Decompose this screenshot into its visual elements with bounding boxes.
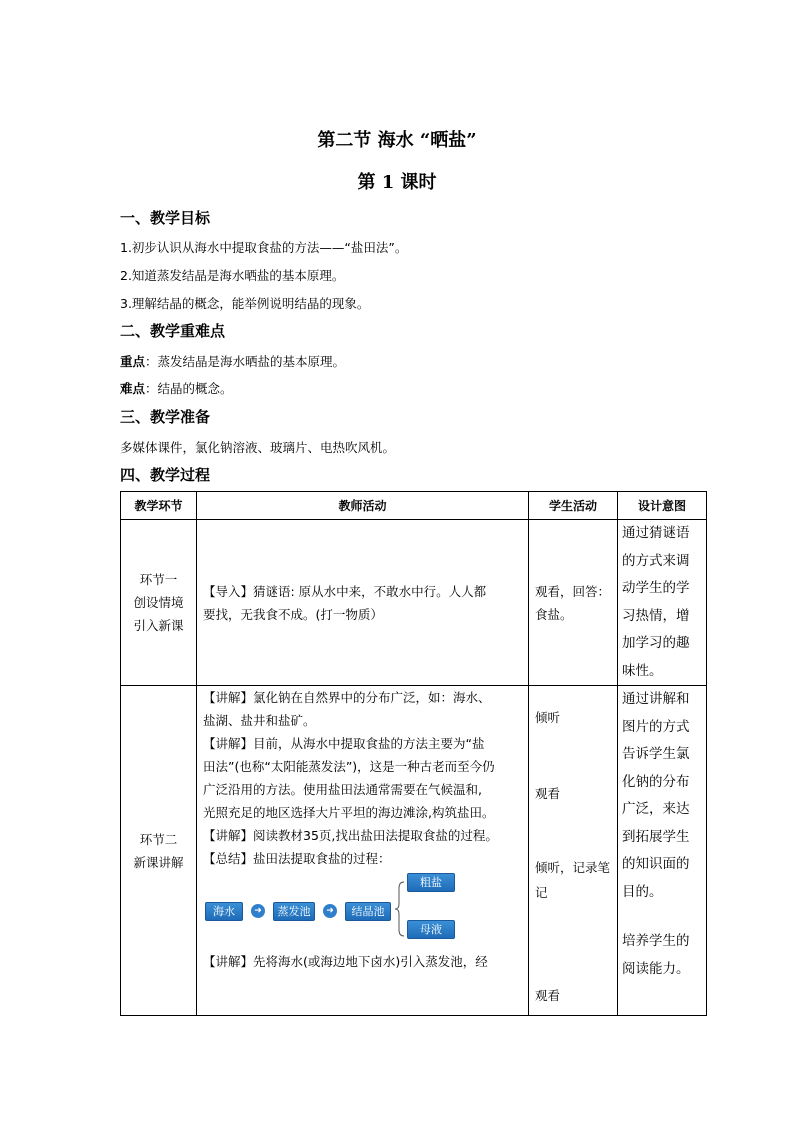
difficult-point-text: ：结晶的概念。 — [145, 381, 233, 396]
student-line: 观看，回答： — [535, 583, 611, 599]
teacher-cell — [197, 686, 529, 1016]
teacher-line: 要找，无我食不成。(打一物质） — [203, 606, 383, 622]
teacher-line: 【讲解】阅读教材35页,找出盐田法提取食盐的过程。 — [203, 828, 498, 843]
teacher-line: 【总结】盐田法提取食盐的过程： — [203, 851, 391, 866]
intent-line: 阅读能力。 — [622, 960, 690, 977]
flow-arrow-icon: ➜ — [323, 904, 337, 918]
flow-box-mother-liquor: 母液 — [407, 920, 455, 939]
table-row — [121, 520, 707, 686]
teacher-line: 田法”(也称“太阳能蒸发法”)，这是一种古老而至今仍 — [203, 759, 495, 774]
intent-cell — [618, 520, 707, 686]
section-heading-preparation: 三、教学准备 — [120, 408, 211, 426]
page-title: 第二节 海水 “晒盐” — [317, 130, 477, 151]
intent-line: 到拓展学生 — [622, 828, 690, 845]
teacher-line: 【讲解】氯化钠在自然界中的分布广泛，如：海水、 — [203, 690, 491, 705]
intent-line: 习热情，增 — [622, 607, 690, 624]
objective-item: 1.初步认识从海水中提取食盐的方法——“盐田法”。 — [120, 240, 408, 255]
stage-line: 引入新课 — [133, 618, 184, 633]
teacher-line: 盐湖、盐井和盐矿。 — [203, 713, 316, 728]
difficult-point-label: 难点 — [120, 381, 146, 396]
intent-line: 动学生的学 — [622, 580, 690, 596]
stage-line: 环节二 — [139, 831, 178, 847]
flow-box-crystallization-pond: 结晶池 — [345, 902, 391, 921]
intent-cell — [618, 686, 707, 1016]
intent-line: 通过猜谜语 — [622, 525, 690, 541]
teacher-line: 光照充足的地区选择大片平坦的海边滩涂,构筑盐田。 — [203, 805, 495, 820]
intent-line: 的知识面的 — [622, 856, 690, 872]
intent-line: 加学习的趣 — [622, 635, 690, 651]
student-line: 观看 — [535, 988, 561, 1003]
section-heading-objectives: 一、教学目标 — [120, 209, 211, 227]
table-row — [121, 686, 707, 1016]
student-line: 食盐。 — [535, 606, 573, 622]
header-stage: 教学环节 — [121, 492, 197, 520]
stage-line: 创设情境 — [133, 595, 184, 610]
student-line: 倾听 — [535, 710, 561, 725]
intent-line: 味性。 — [622, 662, 663, 679]
intent-line: 图片的方式 — [622, 718, 690, 735]
student-line: 记 — [535, 885, 548, 900]
stage-cell — [121, 520, 197, 686]
teacher-cell — [197, 520, 529, 686]
teacher-line: 【导入】猜谜语: 原从水中来，不敢水中行。人人都 — [203, 583, 487, 599]
header-teacher: 教师活动 — [197, 492, 529, 520]
intent-line: 目的。 — [622, 883, 663, 900]
stage-cell — [121, 686, 197, 1016]
key-point-line — [120, 352, 345, 370]
intent-line: 化钠的分布 — [622, 773, 690, 790]
intent-line: 广泛，来达 — [622, 801, 690, 817]
objective-item: 3.理解结晶的概念，能举例说明结晶的现象。 — [120, 296, 370, 311]
teacher-line: 广泛沿用的方法。使用盐田法通常需要在气候温和, — [203, 782, 482, 797]
teacher-line: 【讲解】先将海水(或海边地下卤水)引入蒸发池，经 — [203, 954, 488, 969]
student-cell — [529, 520, 618, 686]
flow-brace-icon — [395, 881, 405, 937]
difficult-point-line — [120, 379, 233, 397]
stage-line: 新课讲解 — [133, 854, 184, 870]
teacher-line: 【讲解】目前，从海水中提取食盐的方法主要为“盐 — [203, 736, 485, 751]
objective-item: 2.知道蒸发结晶是海水晒盐的基本原理。 — [120, 268, 345, 283]
intent-line: 培养学生的 — [622, 933, 690, 949]
student-line: 观看 — [535, 786, 561, 801]
stage-line: 环节一 — [139, 572, 178, 587]
teaching-process-table — [120, 491, 707, 1016]
key-point-text: ：蒸发结晶是海水晒盐的基本原理。 — [145, 354, 346, 369]
preparation-text: 多媒体课件，氯化钠溶液、玻璃片、电热吹风机。 — [120, 440, 396, 455]
intent-line: 通过讲解和 — [622, 691, 690, 707]
table-header-row — [121, 492, 707, 520]
student-cell — [529, 686, 618, 1016]
intent-line: 告诉学生氯 — [622, 746, 690, 762]
flow-box-seawater: 海水 — [205, 902, 243, 921]
intent-line: 的方式来调 — [622, 552, 690, 569]
flow-box-evaporation-pond: 蒸发池 — [273, 902, 315, 921]
student-line: 倾听，记录笔 — [535, 860, 611, 875]
flow-arrow-icon: ➜ — [251, 904, 265, 918]
key-point-label: 重点 — [120, 354, 146, 369]
section-heading-process: 四、教学过程 — [120, 466, 211, 484]
header-intent: 设计意图 — [618, 492, 707, 520]
page-subtitle: 第 1 课时 — [357, 172, 437, 193]
flow-box-crude-salt: 粗盐 — [407, 873, 455, 892]
header-student: 学生活动 — [529, 492, 618, 520]
section-heading-keypoints: 二、教学重难点 — [120, 322, 226, 340]
salt-process-flowchart — [197, 872, 528, 946]
